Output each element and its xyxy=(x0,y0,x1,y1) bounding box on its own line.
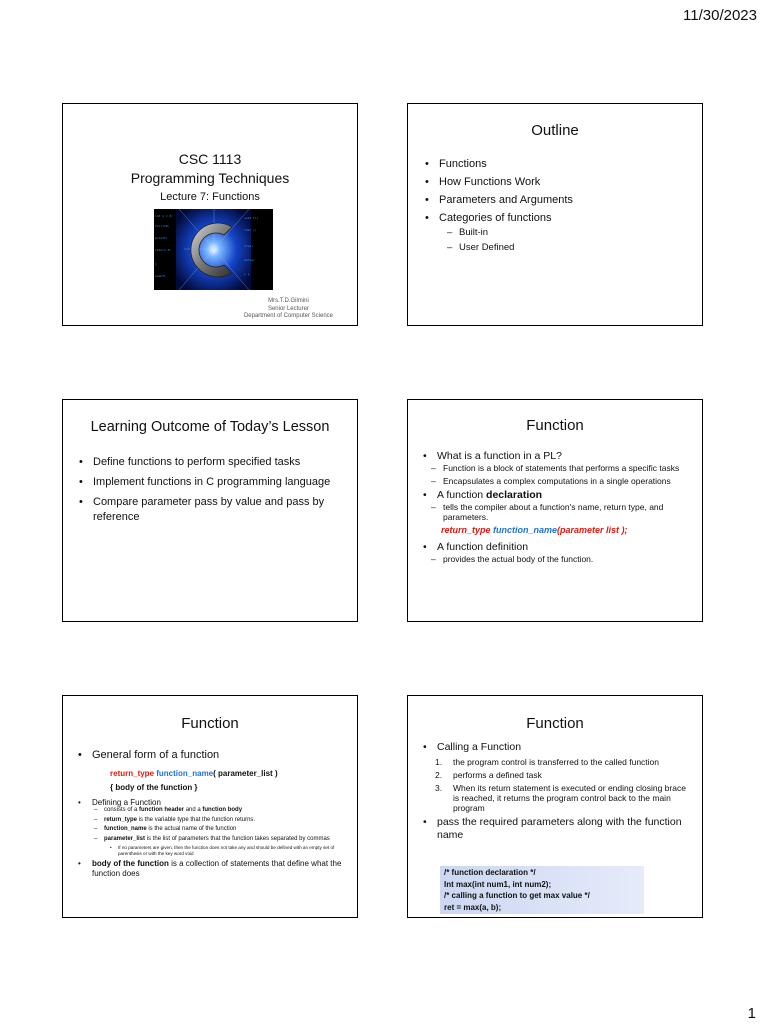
step-text: the program control is transferred to the called function xyxy=(453,757,659,767)
slide-title-outline: Outline xyxy=(531,122,579,139)
svg-text:}: } xyxy=(155,262,157,266)
code-function-name: function_name xyxy=(156,769,214,778)
body-bullet xyxy=(78,859,343,879)
text: is the variable type that the function returns. xyxy=(137,816,256,823)
author-title: Senior Lecturer xyxy=(267,305,309,312)
c-language-logo-icon xyxy=(154,209,273,290)
slide-calling-function xyxy=(407,695,703,918)
sub-list-item xyxy=(92,817,343,825)
page-number: 1 xyxy=(747,1005,756,1022)
calling-bullet: • Calling a Function xyxy=(423,741,688,753)
sub-list-item: – provides the actual body of the function. xyxy=(423,555,688,565)
slide-body xyxy=(423,741,688,842)
sub-list xyxy=(439,227,573,253)
lecture-label: Lecture 7: Functions xyxy=(160,191,260,203)
sub-list-item: – tells the compiler about a function's name, return type, and parameters. xyxy=(423,503,688,522)
list-item: • Parameters and Arguments xyxy=(425,194,573,206)
list-item xyxy=(423,757,688,767)
sub-list-item: – Encapsulates a complex computations in a single operations xyxy=(423,477,688,487)
list-item: • Compare parameter pass by value and pass by reference xyxy=(79,495,347,525)
list-item: • Define functions to perform specified tasks xyxy=(79,455,347,470)
svg-text:int x = 0;: int x = 0; xyxy=(155,214,174,218)
text: is the actual name of the function xyxy=(146,826,237,832)
declaration-syntax xyxy=(423,525,688,535)
declaration-keyword: declaration xyxy=(486,489,543,501)
code-example xyxy=(440,866,644,914)
sub-list-item: – Function is a block of statements that performs a specific tasks xyxy=(423,464,688,474)
syntax-function-name: function_name xyxy=(493,525,558,535)
svg-text:return 0;: return 0; xyxy=(155,248,172,252)
author-name: Mrs.T.D.Gilmini xyxy=(268,298,309,304)
text: is the list of parameters that the function takes separated by commas xyxy=(145,835,330,842)
slide-title-function: Function xyxy=(526,417,584,434)
syntax-return-type: return_type xyxy=(441,525,494,535)
declaration-prefix: A function xyxy=(437,489,487,501)
sub-sub-list-item: • If no parameters are given, then the function does not take any and should be defined with an empty set of parenthesis or with the key word void xyxy=(78,845,343,856)
defining-bullet: • Defining a Function xyxy=(78,798,343,807)
svg-text:{ }: { } xyxy=(244,272,250,276)
svg-text:while(: while( xyxy=(244,258,255,262)
slide-outline xyxy=(407,103,703,326)
slide-learning-outcome xyxy=(62,399,358,622)
text-bold: return_type xyxy=(104,816,138,823)
sub-list xyxy=(423,503,688,522)
code-line: /* function declaration */ xyxy=(444,868,536,877)
svg-text:void f(): void f() xyxy=(244,216,259,220)
steps-list xyxy=(423,757,688,813)
slide-title-function: Function xyxy=(526,715,584,732)
slide-function-intro xyxy=(407,399,703,622)
text: consists of a xyxy=(104,807,140,813)
text-bold: parameter_list xyxy=(104,835,146,842)
author-department: Department of Computer Science xyxy=(243,313,333,319)
outline-list xyxy=(425,158,573,259)
author-info xyxy=(244,298,333,321)
list-item xyxy=(425,212,573,253)
text-bold: body of the function xyxy=(92,859,169,868)
list-item xyxy=(423,783,688,813)
sub-list-item xyxy=(92,807,343,815)
sub-list-item: – User Defined xyxy=(439,242,573,253)
pass-bullet: • pass the required parameters along with the function name xyxy=(423,816,688,842)
general-form-code xyxy=(78,767,343,795)
general-form-bullet: • General form of a function xyxy=(78,749,343,761)
sub-list xyxy=(78,807,343,856)
sub-list xyxy=(423,555,688,565)
list-item-label: Categories of functions xyxy=(439,212,552,224)
course-title xyxy=(63,150,357,188)
text-bold: function_name xyxy=(104,826,147,832)
list-item: • Functions xyxy=(425,158,573,170)
code-params: ( parameter_list ) xyxy=(213,769,278,778)
svg-text:if(a): if(a) xyxy=(244,244,254,248)
question-bullet: • What is a function in a PL? xyxy=(423,450,688,462)
sub-list-item xyxy=(92,836,343,844)
text-bold: function body xyxy=(202,807,243,813)
text: and a xyxy=(184,807,203,813)
sub-list-item: – Built-in xyxy=(439,227,573,238)
code-header xyxy=(110,767,343,781)
print-date: 11/30/2023 xyxy=(683,7,757,24)
list-item xyxy=(423,770,688,780)
slide-body xyxy=(78,749,343,879)
step-number: 1. xyxy=(435,757,443,767)
code-body: { body of the function } xyxy=(110,783,198,792)
code-line: ret = max(a, b); xyxy=(444,902,502,912)
svg-text:scanf(: scanf( xyxy=(155,274,166,278)
declaration-bullet xyxy=(423,489,688,501)
code-line: /* calling a function to get max value */ xyxy=(444,891,590,900)
slide-function-general-form xyxy=(62,695,358,918)
sub-list xyxy=(423,464,688,486)
svg-text:printf(: printf( xyxy=(155,236,168,240)
step-number: 3. xyxy=(435,783,443,793)
slide-body xyxy=(423,450,688,568)
syntax-params: (parameter list ); xyxy=(557,525,628,535)
definition-bullet: • A function definition xyxy=(423,541,688,553)
code-line: Int max(int num1, int num2); xyxy=(444,879,552,889)
text: is a collection of statements that define what the function does xyxy=(92,859,342,878)
text-bold: function header xyxy=(139,807,185,813)
slide-title-function: Function xyxy=(181,715,239,732)
course-name: Programming Techniques xyxy=(130,170,290,186)
code-return-type: return_type xyxy=(110,769,157,778)
outcome-list xyxy=(79,455,347,530)
step-text: When its return statement is executed or ending closing brace is reached, it returns the program control back to the main program xyxy=(453,783,686,813)
course-code: CSC 1113 xyxy=(178,151,242,167)
sub-list-item xyxy=(92,826,343,834)
slide-title xyxy=(62,103,358,326)
step-number: 2. xyxy=(435,770,443,780)
step-text: performs a defined task xyxy=(453,770,542,780)
list-item: • How Functions Work xyxy=(425,176,573,188)
slide-title-learning-outcome: Learning Outcome of Today’s Lesson xyxy=(90,419,330,435)
list-item: • Implement functions in C programming language xyxy=(79,475,347,490)
svg-text:char c;: char c; xyxy=(244,228,257,232)
svg-text:for(i=0;: for(i=0; xyxy=(155,224,170,228)
